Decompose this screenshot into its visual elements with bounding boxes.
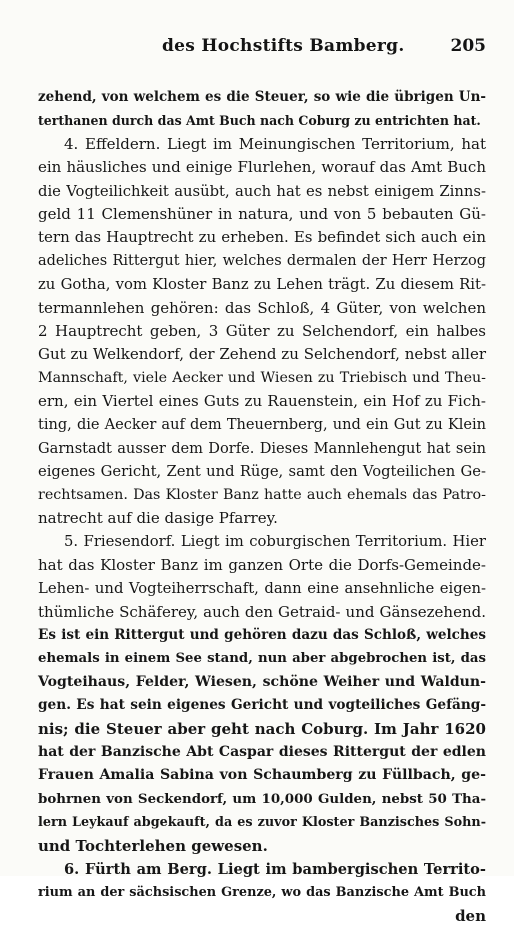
text-line: 6. Fürth am Berg. Liegt im bambergischen Territo- [64,860,486,878]
running-title: des Hochstifts Bamberg. [162,36,405,56]
text-line: die Vogteilichkeit ausübt, auch hat es nebst einigem Zinns- [38,182,486,200]
text-line: 2 Hauptrecht geben, 3 Güter zu Selchendorf, ein halbes [38,321,486,340]
text-line: rechtsamen. Das Kloster Banz hatte auch ehemals das Patro- [38,486,486,503]
text-line: 4. Effeldern. Liegt im Meinungischen Territorium, hat [64,134,486,153]
text-line: und Tochterlehen gewesen. [38,836,268,855]
text-line: Gut zu Welkendorf, der Zehend zu Selchendorf, nebst aller [38,345,486,364]
running-head [40,36,486,60]
text-line: ting, die Aecker auf dem Theuernberg, und ein Gut zu Klein [38,416,486,434]
text-line: natrecht auf die dasige Pfarrey. [38,509,278,528]
text-line: tern das Hauptrecht zu erheben. Es befindet sich auch ein [38,228,486,247]
text-line: hat der Banzische Abt Caspar dieses Rittergut der edlen [38,743,486,760]
text-line: ehemals in einem See stand, nun aber abgebrochen ist, das [38,651,486,667]
text-line: Lehen- und Vogteiherrschaft, dann eine ansehnliche eigen- [38,580,486,598]
text-line: Garnstadt ausser dem Dorfe. Dieses Mannlehengut hat sein [38,439,486,457]
text-line: Vogteihaus, Felder, Wiesen, schöne Weiher und Waldun- [38,673,486,690]
catchword: den [455,906,486,925]
text-line: zu Gotha, vom Kloster Banz zu Lehen trägt. Zu diesem Rit- [38,276,486,294]
text-body [38,86,486,928]
text-line: gen. Es hat sein eigenes Gericht und vogteiliches Gefäng- [38,697,486,714]
text-line: Frauen Amalia Sabina von Schaumberg zu Füllbach, ge- [38,767,486,784]
text-line: Mannschaft, viele Aecker und Wiesen zu Triebisch und Theu- [38,369,486,386]
text-line: termannlehen gehören: das Schloß, 4 Güter, von welchen [38,298,486,317]
text-line: nis; die Steuer aber geht nach Coburg. Im Jahr 1620 [38,719,486,738]
text-line: hat das Kloster Banz im ganzen Orte die Dorfs-Gemeinde- [38,555,486,574]
text-line: terthanen durch das Amt Buch nach Coburg zu entrichten hat. [38,113,481,129]
page-number: 205 [450,36,486,56]
text-line: adeliches Rittergut hier, welches dermalen der Herr Herzog [38,252,486,269]
text-line: thümliche Schäferey, auch den Getraid- und Gänsezehend. [38,602,486,621]
text-line: lern Leykauf abgekauft, da es zuvor Kloster Banzisches Sohn- [38,815,486,831]
text-line: zehend, von welchem es die Steuer, so wie die übrigen Un- [38,89,486,105]
text-line: bohrnen von Seckendorf, um 10,000 Gulden, nebst 50 Tha- [38,790,486,807]
text-line: 5. Friesendorf. Liegt im coburgischen Territorium. Hier [64,533,486,551]
text-line: ein häusliches und einige Flurlehen, worauf das Amt Buch [38,158,486,177]
text-line: ern, ein Viertel eines Guts zu Rauenstein, ein Hof zu Fich- [38,392,486,411]
text-line: eigenes Gericht, Zent und Rüge, samt den Vogteilichen Ge- [38,463,486,481]
text-line: rium an der sächsischen Grenze, wo das Banzische Amt Buch [38,885,486,901]
text-line: Es ist ein Rittergut und gehören dazu das Schloß, welches [38,626,486,643]
text-line: geld 11 Clemenshüner in natura, und von 5 bebauten Gü- [38,204,486,223]
